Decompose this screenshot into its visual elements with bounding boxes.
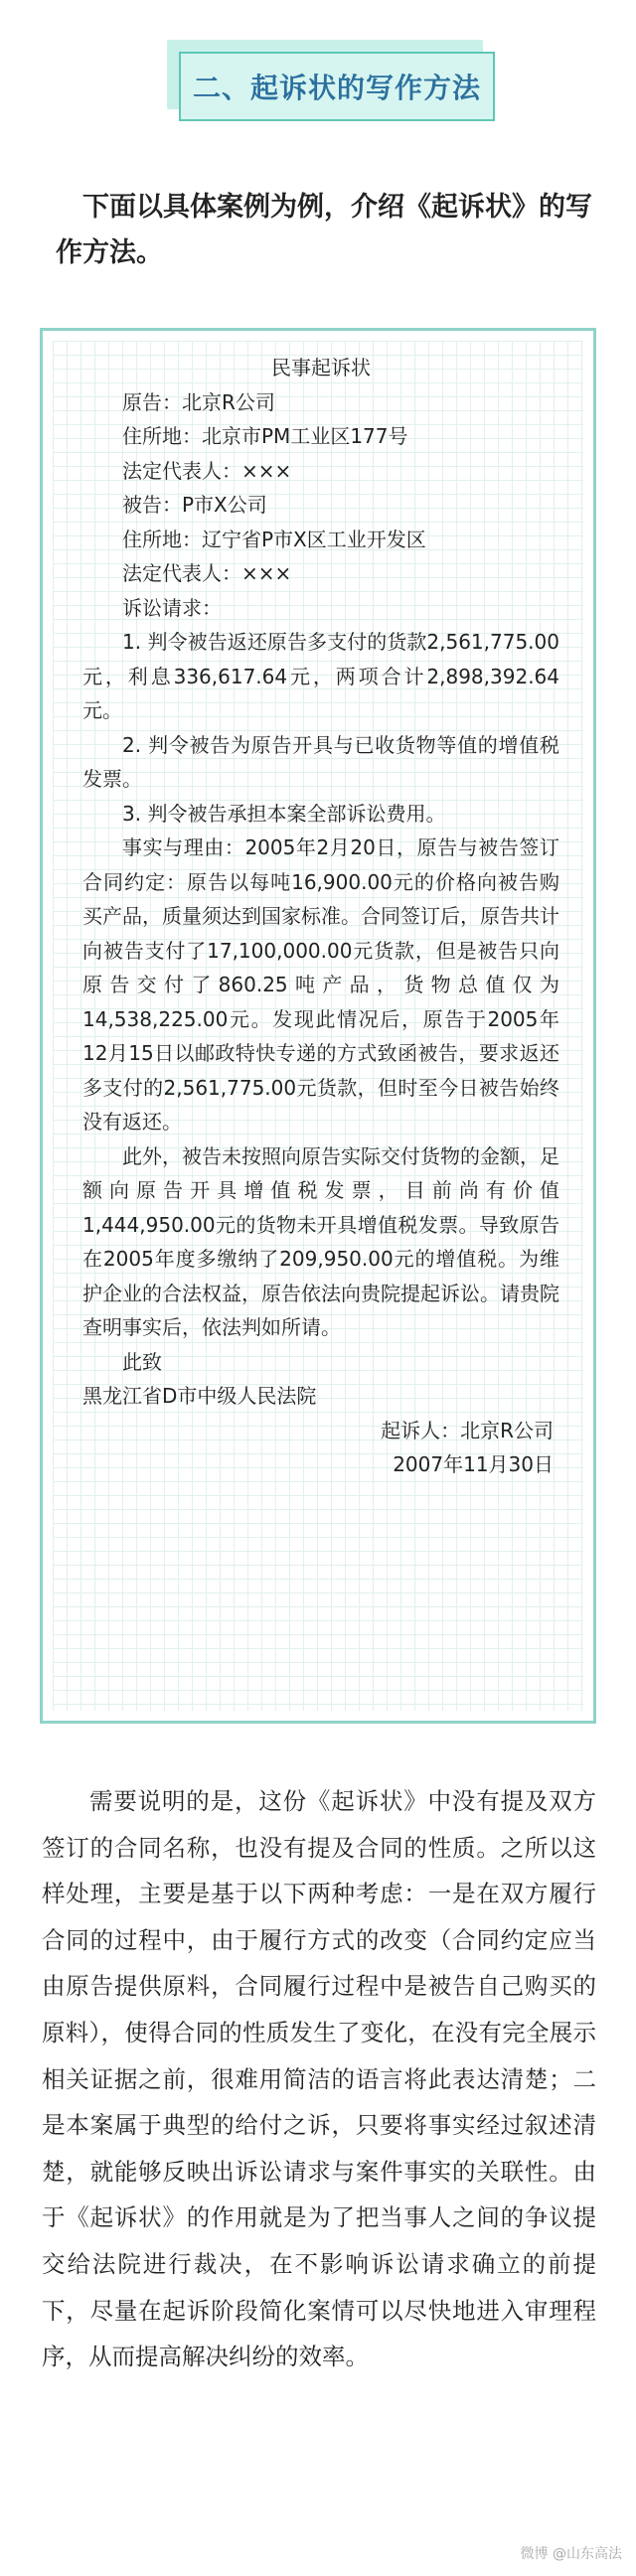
defendant-rep-line: 法定代表人：××× — [122, 561, 292, 585]
plaintiff-line: 原告：北京R公司 — [122, 389, 275, 414]
plaintiff-rep-line: 法定代表人：××× — [122, 458, 292, 483]
claim-3: 3. 判令被告承担本案全部诉讼费用。 — [122, 801, 446, 826]
claim-2: 2. 判令被告为原告开具与已收货物等值的增值税发票。 — [82, 732, 559, 791]
facts-paragraph: 事实与理由：2005年2月20日，原告与被告签订合同约定：原告以每吨16,900.00元的价格向被告购买产品，质量须达到国家标准。合同签订后，原告共计向被告支付了17,100,000.00元货款，但是被告只向原告交付了860.25吨产品，货物总值仅为14,538,225.00元。发现此情况后，原告于2005年12月15日以邮政特快专递的方式致函被告，要求返还多支付的2,561,775.00元货款，但时至今日被告始终没有返还。 — [82, 835, 559, 1134]
complaint-document — [40, 328, 596, 1724]
court-name: 黑龙江省D市中级人民法院 — [82, 1384, 317, 1408]
banner-box — [179, 52, 495, 121]
intro-paragraph: 下面以具体案例为例，介绍《起诉状》的写作方法。 — [56, 192, 592, 268]
salutation: 此致 — [122, 1349, 162, 1374]
section-title: 二、起诉状的写作方法 — [192, 72, 481, 104]
document-body — [82, 351, 559, 1482]
plaintiff-address-line: 住所地：北京市PM工业区177号 — [122, 424, 408, 448]
facts-paragraph-2: 此外，被告未按照向原告实际交付货物的金额，足额向原告开具增值税发票，目前尚有价值1,444,950.00元的货物未开具增值税发票。导致原告在2005年度多缴纳了209,950.00元的增值税。为维护企业的合法权益，原告依法向贵院提起诉讼。请贵院查明事实后，依法判如所请。 — [82, 1143, 559, 1339]
defendant-address-line: 住所地：辽宁省P市X区工业开发区 — [122, 527, 426, 551]
section-header-banner — [167, 40, 497, 123]
document-date: 2007年11月30日 — [393, 1452, 554, 1476]
weibo-watermark: 微博 @山东高法 — [520, 2546, 622, 2562]
defendant-line: 被告：P市X公司 — [122, 493, 267, 517]
explanation-paragraph: 需要说明的是，这份《起诉状》中没有提及双方签订的合同名称，也没有提及合同的性质。之所以这样处理，主要是基于以下两种考虑：一是在双方履行合同的过程中，由于履行方式的改变（合同约定应当由原告提供原料，合同履行过程中是被告自己购买的原料），使得合同的性质发生了变化，在没有完全展示相关证据之前，很难用简洁的语言将此表达清楚；二是本案属于典型的给付之诉，只要将事实经过叙述清楚，就能够反映出诉讼请求与案件事实的关联性。由于《起诉状》的作用就是为了把当事人之间的争议提交给法院进行裁决，在不影响诉讼请求确立的前提下，尽量在起诉阶段简化案情可以尽快地进入审理程序，从而提高解决纠纷的效率。 — [42, 1787, 596, 2371]
document-title: 民事起诉状 — [271, 356, 371, 379]
claims-heading: 诉讼请求： — [122, 595, 222, 620]
signer: 起诉人：北京R公司 — [381, 1418, 554, 1442]
claim-1: 1. 判令被告返还原告多支付的货款2,561,775.00元，利息336,617.64元，两项合计2,898,392.64元。 — [82, 630, 559, 722]
